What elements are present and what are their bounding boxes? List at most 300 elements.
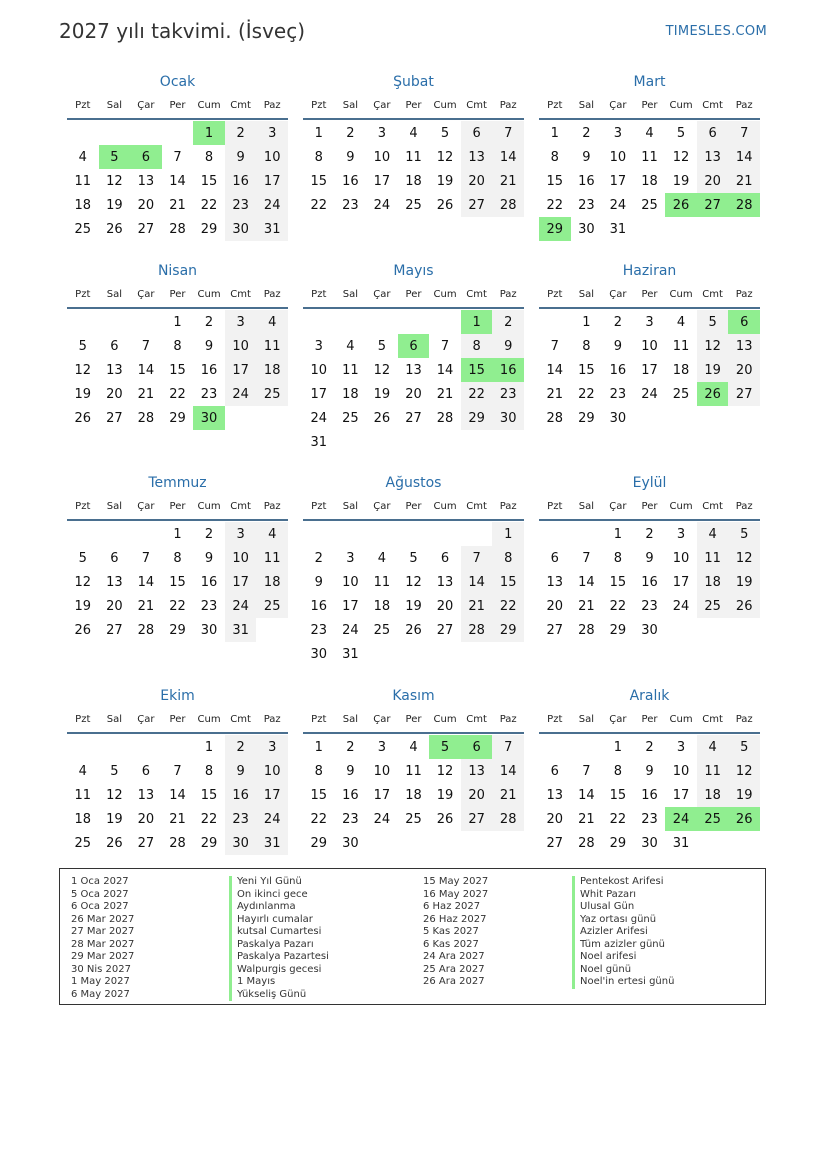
weekday-label: Cmt [702, 289, 723, 300]
day-cell: 29 [200, 221, 218, 237]
weekday-label: Paz [263, 100, 281, 111]
weekday-label: Cmt [466, 100, 487, 111]
day-cell: 11 [672, 338, 690, 354]
day-cell: 18 [405, 787, 422, 803]
weekday-label: Per [405, 501, 422, 512]
day-cell: 27 [546, 835, 564, 851]
empty-cell [539, 522, 571, 546]
day-cell: 15 [200, 787, 218, 803]
day-cell: 6 [110, 550, 119, 566]
weekday-label: Sal [342, 714, 358, 725]
day-cell-holiday: 24 [665, 807, 697, 831]
day-cell: 17 [225, 570, 257, 594]
month-7 [67, 471, 288, 642]
empty-cell [429, 310, 461, 334]
day-cell: 23 [200, 598, 218, 614]
month-name: Şubat [393, 74, 434, 90]
day-cell: 7 [492, 121, 524, 145]
day-cell: 8 [461, 334, 493, 358]
day-cell: 23 [609, 386, 627, 402]
day-cell: 7 [582, 550, 591, 566]
weekday-label: Paz [499, 501, 517, 512]
month-8 [303, 471, 524, 666]
day-cell: 4 [346, 338, 355, 354]
month-11 [303, 684, 524, 855]
weekday-header [539, 94, 760, 120]
holiday-dates-col-2 [423, 876, 488, 989]
weekday-label: Per [405, 289, 422, 300]
day-cell: 3 [256, 735, 288, 759]
day-cell: 11 [256, 334, 288, 358]
day-cell: 15 [609, 787, 627, 803]
day-cell-holiday: 26 [697, 382, 729, 406]
day-cell: 31 [672, 835, 690, 851]
weekday-label: Pzt [75, 289, 91, 300]
day-cell: 26 [106, 835, 123, 851]
weekday-label: Cmt [702, 100, 723, 111]
day-cell-holiday: 29 [539, 217, 571, 241]
day-cell: 25 [405, 811, 422, 827]
weekday-label: Çar [137, 714, 155, 725]
weekday-label: Pzt [547, 714, 563, 725]
day-cell: 8 [314, 149, 323, 165]
month-3 [539, 70, 760, 241]
day-cell: 10 [672, 763, 690, 779]
day-cell: 1 [550, 125, 559, 141]
day-cell: 23 [342, 197, 359, 213]
day-cell: 29 [461, 406, 493, 430]
day-cell: 4 [78, 763, 87, 779]
day-cell: 3 [645, 314, 654, 330]
empty-cell [130, 522, 162, 546]
day-cell: 13 [461, 145, 493, 169]
day-cell: 8 [173, 338, 182, 354]
empty-cell [67, 735, 99, 759]
weekday-label: Sal [106, 289, 122, 300]
day-cell: 10 [342, 574, 359, 590]
weekday-label: Pzt [547, 501, 563, 512]
day-cell: 19 [74, 386, 92, 402]
holiday-entry: 6 Oca 2027 [71, 901, 129, 912]
day-cell: 23 [641, 811, 658, 827]
day-cell: 24 [672, 598, 690, 614]
day-cell: 26 [728, 594, 760, 618]
day-cell: 7 [173, 149, 182, 165]
day-cell: 2 [645, 526, 654, 542]
day-cell: 26 [405, 622, 422, 638]
brand-link[interactable]: TIMESLES.COM [665, 24, 767, 39]
empty-cell [398, 522, 430, 546]
weekday-label: Cum [433, 714, 457, 725]
day-cell: 5 [409, 550, 418, 566]
day-cell: 11 [697, 546, 729, 570]
day-cell: 16 [342, 787, 359, 803]
month-name: Ağustos [385, 475, 442, 491]
day-cell: 16 [200, 362, 218, 378]
day-cell: 15 [578, 362, 595, 378]
holiday-entry: Tüm azizler günü [572, 939, 674, 952]
day-cell: 15 [169, 574, 186, 590]
day-cell: 24 [609, 197, 627, 213]
weekday-label: Sal [578, 714, 594, 725]
weekday-label: Sal [106, 100, 122, 111]
day-cell: 13 [461, 759, 493, 783]
day-cell: 27 [461, 193, 493, 217]
day-cell: 7 [492, 735, 524, 759]
day-cell-holiday: 5 [429, 735, 461, 759]
day-cell: 24 [256, 807, 288, 831]
weekday-label: Per [405, 100, 422, 111]
day-cell: 17 [256, 783, 288, 807]
day-cell: 22 [200, 811, 218, 827]
weekday-label: Per [169, 714, 186, 725]
day-cell: 4 [256, 310, 288, 334]
day-cell: 10 [225, 546, 257, 570]
empty-cell [398, 310, 430, 334]
day-cell: 14 [578, 574, 595, 590]
day-cell: 20 [728, 358, 760, 382]
day-cell: 29 [492, 618, 524, 642]
day-cell: 20 [461, 783, 493, 807]
weekday-label: Çar [373, 714, 391, 725]
day-cell: 2 [204, 526, 214, 542]
day-cell: 11 [342, 362, 359, 378]
day-cell: 3 [613, 125, 623, 141]
day-cell: 8 [204, 763, 214, 779]
weekday-label: Cmt [230, 501, 251, 512]
holiday-entry: 6 Kas 2027 [423, 938, 479, 950]
month-name: Aralık [629, 688, 670, 704]
day-cell: 8 [173, 550, 182, 566]
day-cell: 19 [373, 386, 391, 402]
weekday-label: Çar [609, 501, 627, 512]
month-4 [67, 259, 288, 430]
weekday-label: Paz [499, 289, 517, 300]
holiday-entry: 24 Ara 2027 [423, 951, 485, 962]
day-cell-holiday: 15 [461, 358, 493, 382]
day-cell-holiday: 28 [728, 193, 760, 217]
holiday-entry: 29 Mar 2027 [71, 951, 135, 962]
day-cell: 14 [169, 173, 186, 189]
day-cell: 22 [492, 594, 524, 618]
weekday-label: Paz [735, 501, 753, 512]
day-cell: 28 [578, 835, 595, 851]
holiday-entry: 26 Mar 2027 [71, 913, 135, 925]
days-grid [303, 522, 524, 666]
day-cell: 12 [106, 173, 123, 189]
day-cell: 3 [377, 739, 387, 755]
weekday-label: Cmt [230, 714, 251, 725]
day-cell: 4 [697, 522, 729, 546]
holiday-entry: Paskalya Pazartesi [229, 951, 329, 964]
day-cell: 14 [137, 362, 155, 378]
day-cell-holiday: 6 [398, 334, 430, 358]
day-cell: 16 [641, 574, 658, 590]
weekday-label: Cum [197, 289, 221, 300]
day-cell: 31 [310, 434, 328, 450]
day-cell: 30 [342, 835, 359, 851]
day-cell: 20 [106, 386, 123, 402]
day-cell: 20 [106, 598, 123, 614]
day-cell: 17 [256, 169, 288, 193]
day-cell: 8 [613, 550, 623, 566]
day-cell: 6 [440, 550, 450, 566]
weekday-label: Çar [609, 714, 627, 725]
day-cell: 7 [440, 338, 450, 354]
day-cell: 16 [225, 783, 257, 807]
day-cell: 5 [377, 338, 387, 354]
day-cell: 2 [204, 314, 214, 330]
day-cell: 19 [436, 173, 454, 189]
weekday-label: Per [641, 289, 658, 300]
empty-cell [366, 522, 398, 546]
day-cell: 30 [641, 622, 658, 638]
empty-cell [130, 735, 162, 759]
day-cell: 26 [373, 410, 391, 426]
holiday-entry: On ikinci gece [229, 889, 329, 902]
day-cell: 18 [373, 598, 391, 614]
day-cell: 9 [492, 334, 524, 358]
weekday-header [67, 94, 288, 120]
day-cell: 10 [373, 763, 391, 779]
day-cell: 30 [609, 410, 627, 426]
day-cell: 4 [78, 149, 87, 165]
empty-cell [99, 310, 131, 334]
day-cell: 15 [492, 570, 524, 594]
day-cell: 15 [200, 173, 218, 189]
weekday-label: Sal [578, 289, 594, 300]
weekday-label: Cmt [702, 501, 723, 512]
day-cell: 17 [373, 787, 391, 803]
holiday-entry: 1 Mayıs [229, 976, 329, 989]
holiday-list [59, 868, 766, 1005]
day-cell: 12 [672, 149, 690, 165]
holiday-entry: 27 Mar 2027 [71, 926, 135, 937]
day-cell: 14 [461, 570, 493, 594]
day-cell: 19 [697, 358, 729, 382]
day-cell: 16 [200, 574, 218, 590]
day-cell: 21 [436, 386, 454, 402]
day-cell: 24 [310, 410, 328, 426]
month-name: Mart [633, 74, 666, 90]
weekday-label: Per [169, 501, 186, 512]
month-name: Ocak [159, 74, 196, 90]
day-cell: 25 [74, 221, 92, 237]
month-name: Temmuz [148, 475, 207, 491]
day-cell: 7 [728, 121, 760, 145]
day-cell: 23 [225, 807, 257, 831]
day-cell: 26 [436, 811, 454, 827]
holiday-entry: Noel günü [572, 964, 674, 977]
empty-cell [539, 735, 571, 759]
day-cell: 30 [641, 835, 658, 851]
day-cell: 19 [728, 570, 760, 594]
day-cell: 10 [609, 149, 627, 165]
day-cell: 27 [106, 410, 123, 426]
day-cell: 28 [137, 410, 155, 426]
day-cell: 10 [641, 338, 658, 354]
day-cell: 2 [492, 310, 524, 334]
day-cell: 14 [492, 759, 524, 783]
day-cell: 20 [461, 169, 493, 193]
day-cell: 4 [645, 125, 654, 141]
day-cell: 1 [613, 526, 623, 542]
day-cell: 13 [697, 145, 729, 169]
day-cell: 12 [373, 362, 391, 378]
weekday-label: Pzt [311, 714, 327, 725]
day-cell: 2 [613, 314, 623, 330]
day-cell: 5 [728, 522, 760, 546]
weekday-label: Sal [342, 100, 358, 111]
day-cell: 12 [436, 149, 454, 165]
weekday-label: Sal [106, 714, 122, 725]
day-cell-holiday: 16 [492, 358, 524, 382]
day-cell: 2 [645, 739, 654, 755]
weekday-label: Paz [735, 289, 753, 300]
day-cell: 2 [346, 125, 355, 141]
day-cell: 23 [200, 386, 218, 402]
weekday-label: Pzt [547, 100, 563, 111]
day-cell: 9 [346, 149, 355, 165]
day-cell-holiday: 26 [728, 807, 760, 831]
day-cell: 19 [106, 197, 123, 213]
holiday-names-col-2 [572, 876, 674, 989]
day-cell: 26 [74, 622, 92, 638]
page-title: 2027 yılı takvimi. (İsveç) [59, 19, 306, 43]
weekday-header [67, 708, 288, 734]
holiday-entry: Pentekost Arifesi [572, 876, 674, 889]
month-1 [67, 70, 288, 241]
weekday-label: Cum [669, 501, 693, 512]
day-cell: 18 [405, 173, 422, 189]
day-cell: 14 [546, 362, 564, 378]
day-cell: 7 [173, 763, 182, 779]
weekday-label: Sal [578, 501, 594, 512]
day-cell: 25 [697, 594, 729, 618]
day-cell: 9 [204, 338, 214, 354]
day-cell: 11 [697, 759, 729, 783]
empty-cell [303, 310, 335, 334]
day-cell: 22 [310, 811, 328, 827]
day-cell: 30 [578, 221, 595, 237]
weekday-header [303, 495, 524, 521]
weekday-label: Per [169, 289, 186, 300]
holiday-entry: 30 Nis 2027 [71, 963, 131, 975]
day-cell: 19 [74, 598, 92, 614]
day-cell: 14 [137, 574, 155, 590]
day-cell: 19 [405, 598, 422, 614]
empty-cell [67, 310, 99, 334]
holiday-dates-col-1 [71, 876, 134, 1001]
day-cell: 21 [546, 386, 564, 402]
weekday-label: Çar [137, 501, 155, 512]
day-cell: 20 [546, 598, 564, 614]
day-cell: 28 [169, 835, 186, 851]
day-cell: 20 [436, 598, 454, 614]
weekday-label: Cum [669, 289, 693, 300]
day-cell: 18 [672, 362, 690, 378]
day-cell-holiday: 6 [728, 310, 760, 334]
day-cell: 23 [342, 811, 359, 827]
weekday-header [303, 708, 524, 734]
weekday-label: Cmt [230, 100, 251, 111]
weekday-label: Pzt [75, 100, 91, 111]
weekday-label: Sal [578, 100, 594, 111]
day-cell: 8 [582, 338, 591, 354]
day-cell: 17 [373, 173, 391, 189]
day-cell: 27 [461, 807, 493, 831]
day-cell: 22 [310, 197, 328, 213]
day-cell: 10 [256, 759, 288, 783]
days-grid [539, 310, 760, 430]
day-cell: 13 [106, 362, 123, 378]
days-grid [303, 735, 524, 855]
day-cell: 22 [169, 598, 186, 614]
weekday-label: Paz [499, 714, 517, 725]
day-cell: 30 [200, 622, 218, 638]
day-cell: 8 [314, 763, 323, 779]
day-cell: 24 [225, 382, 257, 406]
weekday-label: Cum [433, 289, 457, 300]
day-cell: 21 [137, 598, 155, 614]
days-grid [303, 121, 524, 217]
day-cell: 12 [728, 759, 760, 783]
weekday-label: Per [405, 714, 422, 725]
day-cell: 17 [672, 787, 690, 803]
day-cell-holiday: 30 [193, 406, 225, 430]
day-cell: 21 [169, 197, 186, 213]
day-cell: 26 [436, 197, 454, 213]
weekday-label: Paz [263, 289, 281, 300]
day-cell: 21 [578, 598, 595, 614]
day-cell: 17 [310, 386, 328, 402]
empty-cell [162, 735, 194, 759]
day-cell: 1 [173, 314, 182, 330]
day-cell-holiday: 1 [193, 121, 225, 145]
holiday-entry: Paskalya Pazarı [229, 939, 329, 952]
weekday-label: Cum [433, 501, 457, 512]
weekday-header [67, 283, 288, 309]
day-cell: 4 [697, 735, 729, 759]
day-cell: 16 [342, 173, 359, 189]
day-cell: 28 [137, 622, 155, 638]
day-cell: 24 [256, 193, 288, 217]
holiday-entry: Hayırlı cumalar [229, 914, 329, 927]
day-cell: 3 [676, 526, 686, 542]
day-cell: 25 [641, 197, 658, 213]
day-cell: 27 [546, 622, 564, 638]
day-cell: 8 [613, 763, 623, 779]
empty-cell [99, 735, 131, 759]
day-cell: 17 [225, 358, 257, 382]
day-cell: 9 [204, 550, 214, 566]
weekday-label: Cum [197, 714, 221, 725]
day-cell: 17 [672, 574, 690, 590]
day-cell: 2 [346, 739, 355, 755]
day-cell: 19 [436, 787, 454, 803]
weekday-label: Çar [137, 289, 155, 300]
day-cell: 11 [74, 787, 92, 803]
day-cell: 18 [641, 173, 658, 189]
day-cell: 28 [436, 410, 454, 426]
day-cell: 24 [342, 622, 359, 638]
day-cell: 25 [405, 197, 422, 213]
empty-cell [130, 121, 162, 145]
day-cell: 5 [78, 550, 87, 566]
empty-cell [571, 735, 603, 759]
weekday-label: Çar [609, 100, 627, 111]
day-cell: 31 [342, 646, 359, 662]
